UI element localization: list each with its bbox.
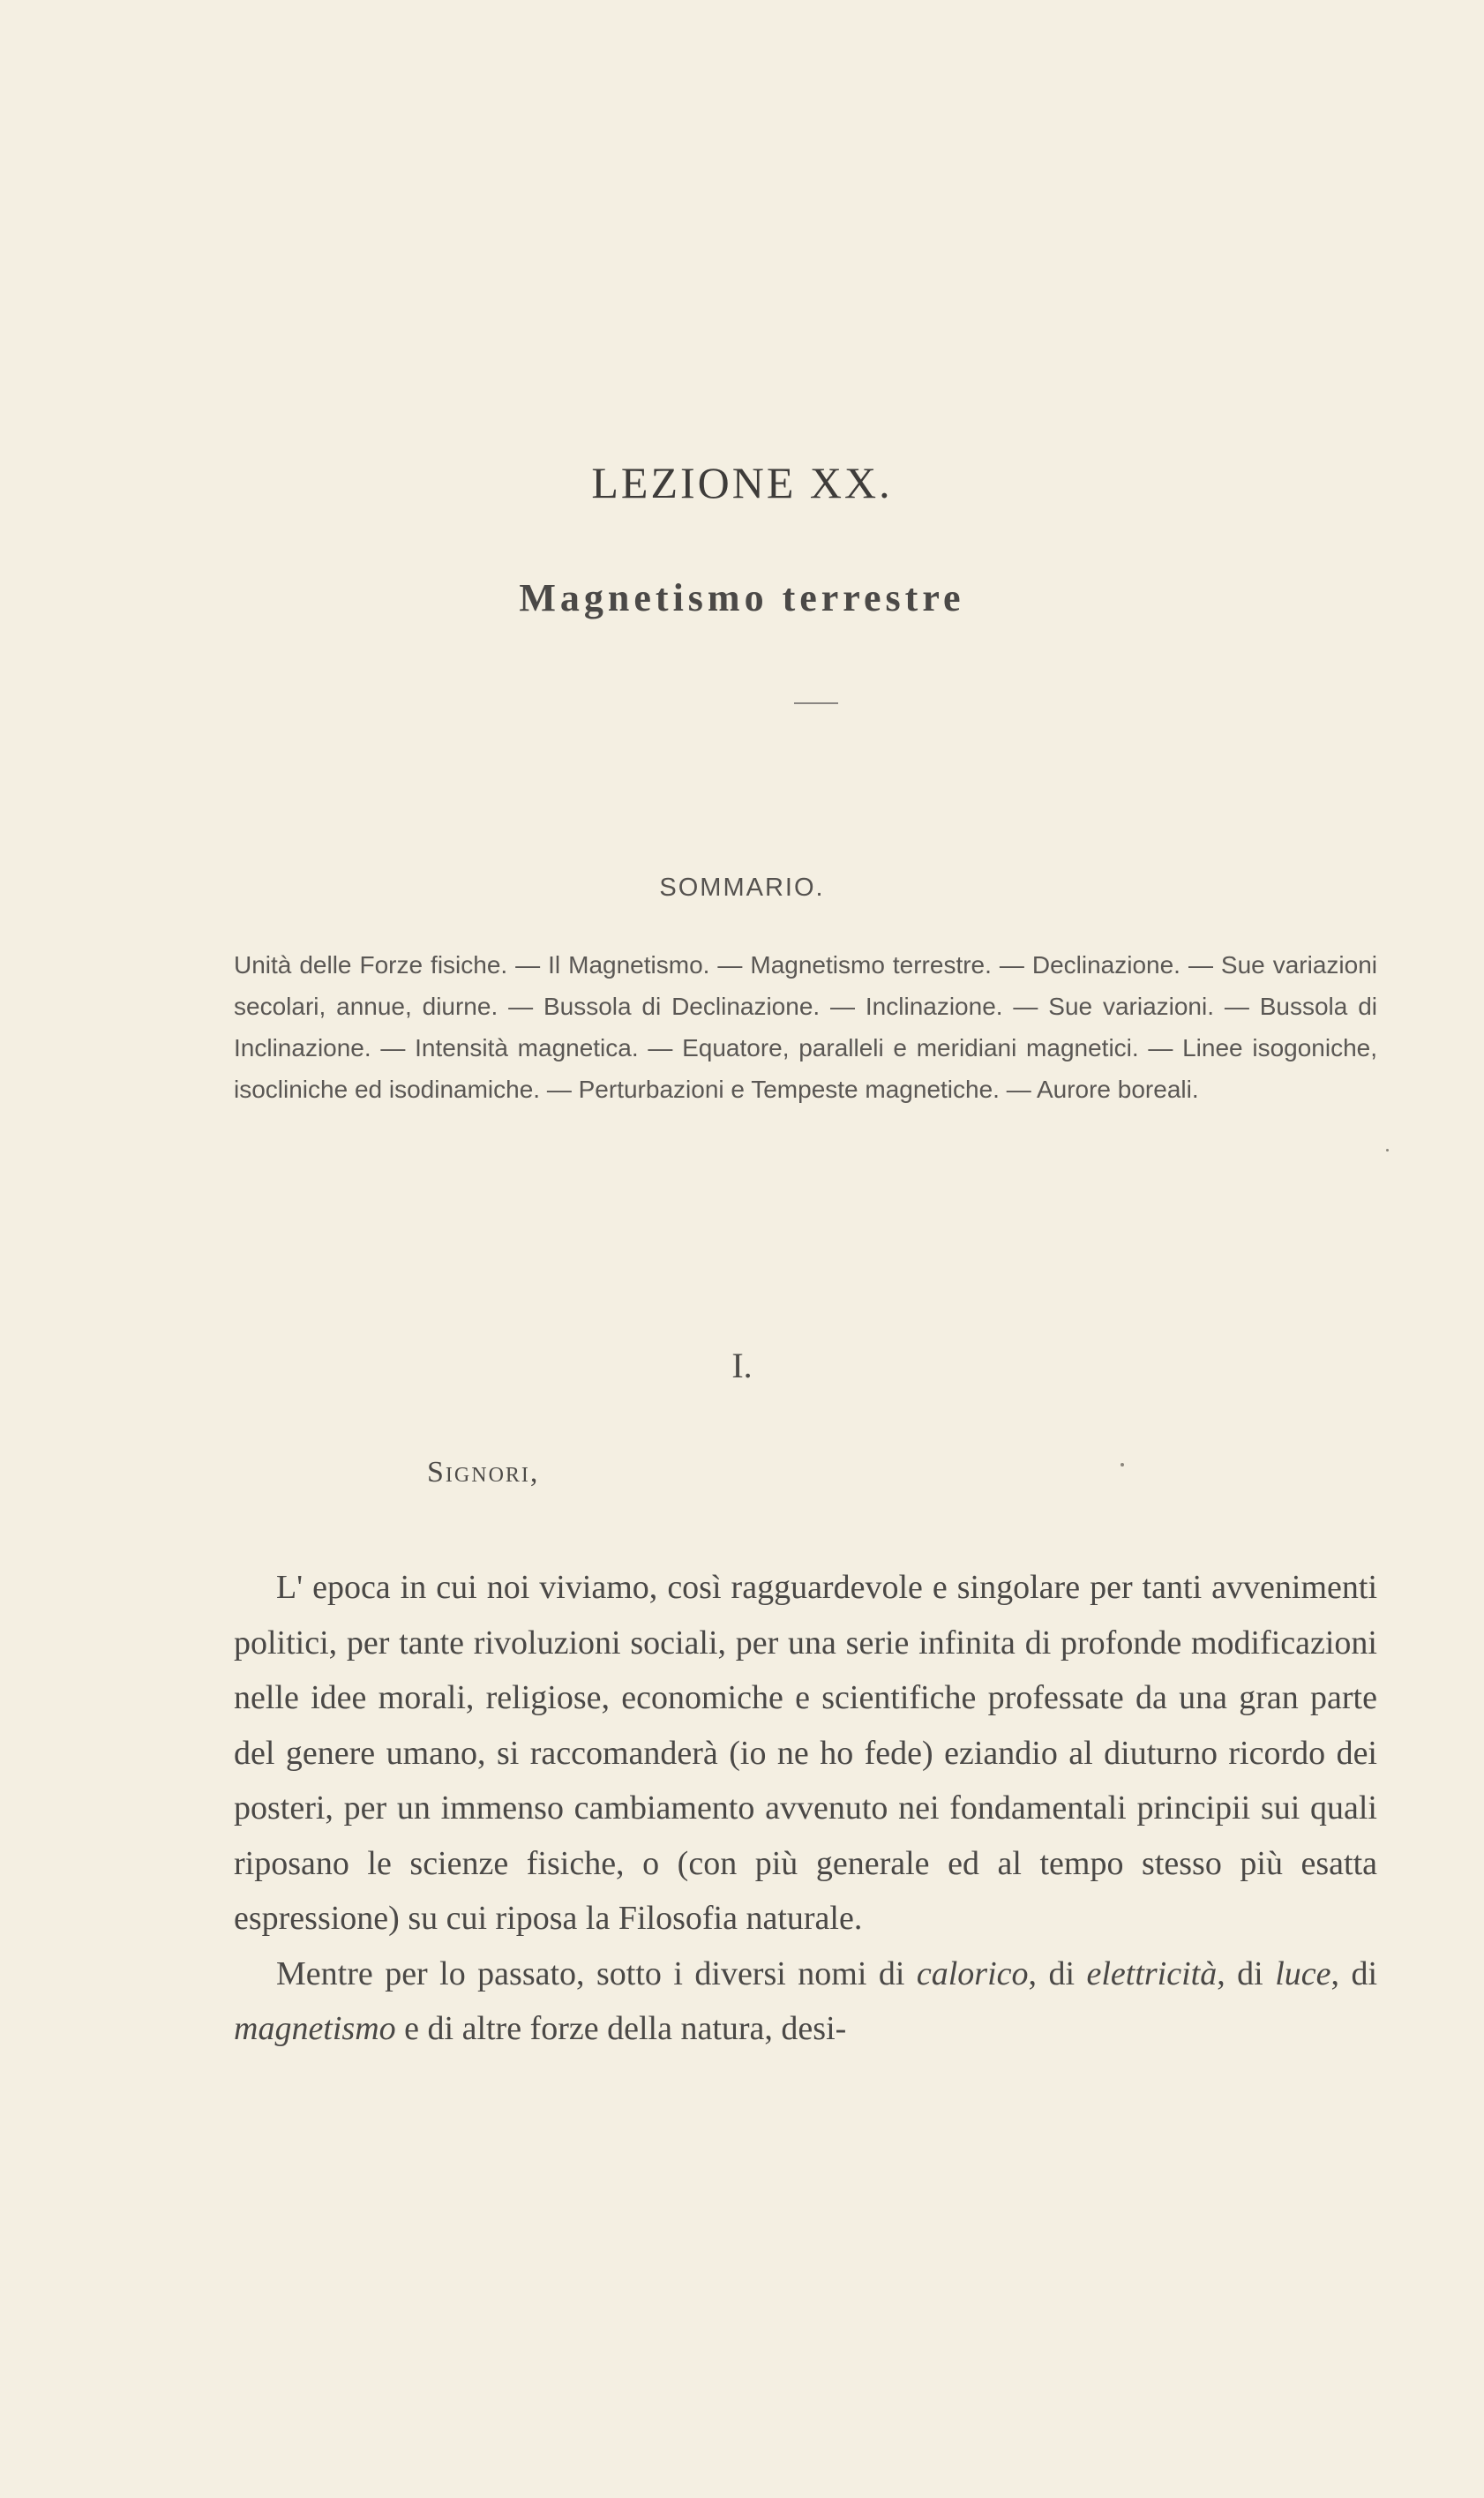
- section-number: I.: [731, 1346, 753, 1385]
- paragraph-2-text: Mentre per lo passato, sotto i diversi nomi di: [276, 1954, 917, 1992]
- lesson-title: LEZIONE XX.: [591, 458, 893, 507]
- paragraph-2-text: , di: [1217, 1954, 1276, 1992]
- term-elettricita: elettricità: [1086, 1954, 1218, 1992]
- paragraph-2-text: , di: [1028, 1954, 1087, 1992]
- subject-title: Magnetismo terrestre: [519, 576, 965, 619]
- term-magnetismo: magnetismo: [234, 2010, 396, 2047]
- salutation: Signori,: [427, 1456, 540, 1489]
- paper-speck: [1120, 1463, 1124, 1467]
- paragraph-2: [234, 1947, 1377, 2057]
- body-text: [234, 1560, 1377, 2057]
- paragraph-1: L' epoca in cui noi viviamo, così ragguardevole e singolare per tanti avvenimenti politici, per tante rivoluzioni sociali, per una serie infinita di profonde modificazioni nelle idee morali, religiose, economiche e scientifiche professate da una gran parte del genere umano, si raccomanderà (io ne ho fede) eziandio al diuturno ricordo dei posteri, per un immenso cambiamento avvenuto nei fondamentali principii sui quali riposano le scienze fisiche, o (con più generale ed al tempo stesso più esatta espressione) su cui riposa la Filosofia naturale.: [234, 1569, 1377, 1937]
- summary-text: Unità delle Forze fisiche. — Il Magnetismo. — Magnetismo terrestre. — Declinazione. — Sue variazioni secolari, annue, diurne. — Bussola di Declinazione. — Inclinazione. — Sue variazioni. — Bussola di Inclinazione. — Intensità magnetica. — Equatore, paralleli e meridiani magnetici. — Linee isogoniche, isocliniche ed isodinamiche. — Perturbazioni e Tempeste magnetiche. — Aurore boreali.: [234, 951, 1377, 1103]
- paragraph-2-text: , di: [1330, 1954, 1378, 1992]
- term-luce: luce: [1275, 1954, 1331, 1992]
- title-divider: [794, 702, 838, 704]
- summary-heading: SOMMARIO.: [659, 874, 825, 902]
- paper-speck: [1386, 1149, 1389, 1151]
- paragraph-2-text: e di altre forze della natura, desi-: [395, 2010, 847, 2047]
- term-calorico: calorico: [916, 1954, 1029, 1992]
